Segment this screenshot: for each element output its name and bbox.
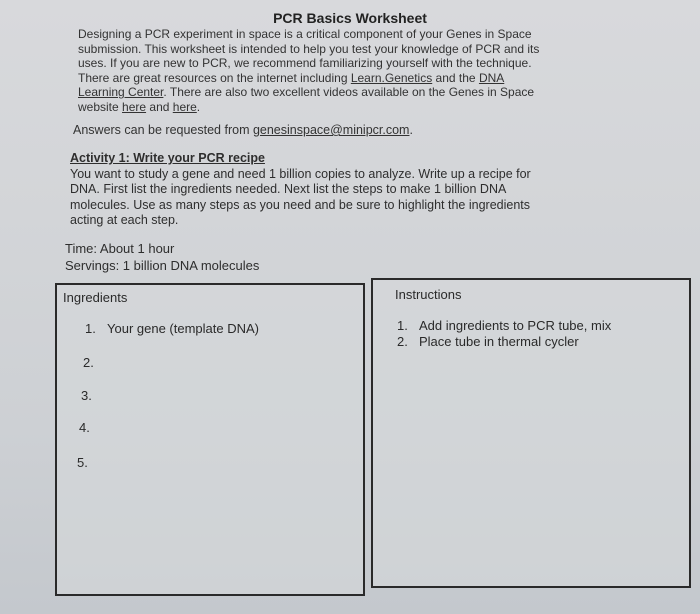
intro-line: Designing a PCR experiment in space is a critical component of your Genes in Space	[78, 27, 532, 41]
ingredient-item	[79, 420, 101, 435]
ingredient-item	[77, 455, 99, 470]
recipe-meta	[65, 241, 259, 274]
ingredient-item	[83, 355, 105, 370]
ingredient-item	[81, 388, 103, 403]
intro-line: uses. If you are new to PCR, we recommend familiarizing yourself with the technique.	[78, 56, 532, 70]
learn-genetics-link[interactable]: Learn.Genetics	[350, 70, 433, 85]
intro-text: .	[196, 99, 201, 114]
intro-line: submission. This worksheet is intended to help you test your knowledge of PCR and its	[78, 41, 540, 56]
activity-line: acting at each step.	[70, 213, 179, 227]
intro-text: and the	[432, 70, 479, 85]
ingredient-number: 5.	[77, 455, 88, 470]
intro-paragraph	[78, 27, 608, 114]
instruction-item	[397, 334, 579, 349]
activity-line: molecules. Use as many steps as you need and be sure to highlight the ingredients	[70, 197, 530, 212]
instruction-text: Add ingredients to PCR tube, mix	[419, 318, 612, 333]
dna-learning-center-link-cont[interactable]: Learning Center	[78, 85, 164, 99]
ingredients-box[interactable]	[55, 283, 365, 596]
answers-text: Answers can be requested from	[73, 123, 253, 137]
intro-text: website	[78, 99, 123, 114]
ingredient-number: 2.	[83, 355, 94, 370]
email-link[interactable]: genesinspace@minipcr.com	[252, 123, 410, 137]
intro-text: and	[146, 99, 173, 114]
ingredient-number: 4.	[79, 420, 90, 435]
dna-learning-center-link[interactable]: DNA	[478, 70, 505, 85]
ingredient-text: Your gene (template DNA)	[107, 321, 259, 336]
ingredients-header: Ingredients	[63, 290, 128, 305]
intro-text: There are great resources on the internet including	[78, 70, 351, 85]
ingredient-number: 3.	[81, 388, 92, 403]
servings-text: Servings: 1 billion DNA molecules	[65, 257, 260, 273]
activity-line: DNA. First list the ingredients needed. Next list the steps to make 1 billion DNA	[70, 182, 507, 196]
answers-end: .	[409, 123, 413, 137]
activity-section	[70, 151, 605, 229]
instructions-header: Instructions	[395, 287, 462, 302]
time-text: Time: About 1 hour	[65, 241, 175, 256]
activity-line: You want to study a gene and need 1 billion copies to analyze. Write up a recipe for	[70, 166, 531, 181]
intro-line	[78, 85, 608, 100]
ingredient-number: 1.	[85, 321, 96, 336]
video-link-2[interactable]: here	[172, 99, 197, 114]
instruction-text: Place tube in thermal cycler	[419, 334, 579, 349]
activity-heading: Activity 1: Write your PCR recipe	[70, 151, 265, 165]
intro-line	[78, 71, 608, 86]
instructions-box[interactable]	[371, 278, 691, 588]
instruction-item	[397, 318, 611, 333]
ingredient-item	[85, 321, 259, 336]
video-link-1[interactable]: here	[122, 99, 147, 114]
intro-line	[78, 100, 608, 115]
intro-text: . There are also two excellent videos available on the Genes in Space	[163, 85, 535, 99]
page-title: PCR Basics Worksheet	[273, 10, 427, 26]
instruction-number: 1.	[397, 318, 408, 333]
instruction-number: 2.	[397, 334, 408, 349]
answers-line	[73, 123, 413, 137]
